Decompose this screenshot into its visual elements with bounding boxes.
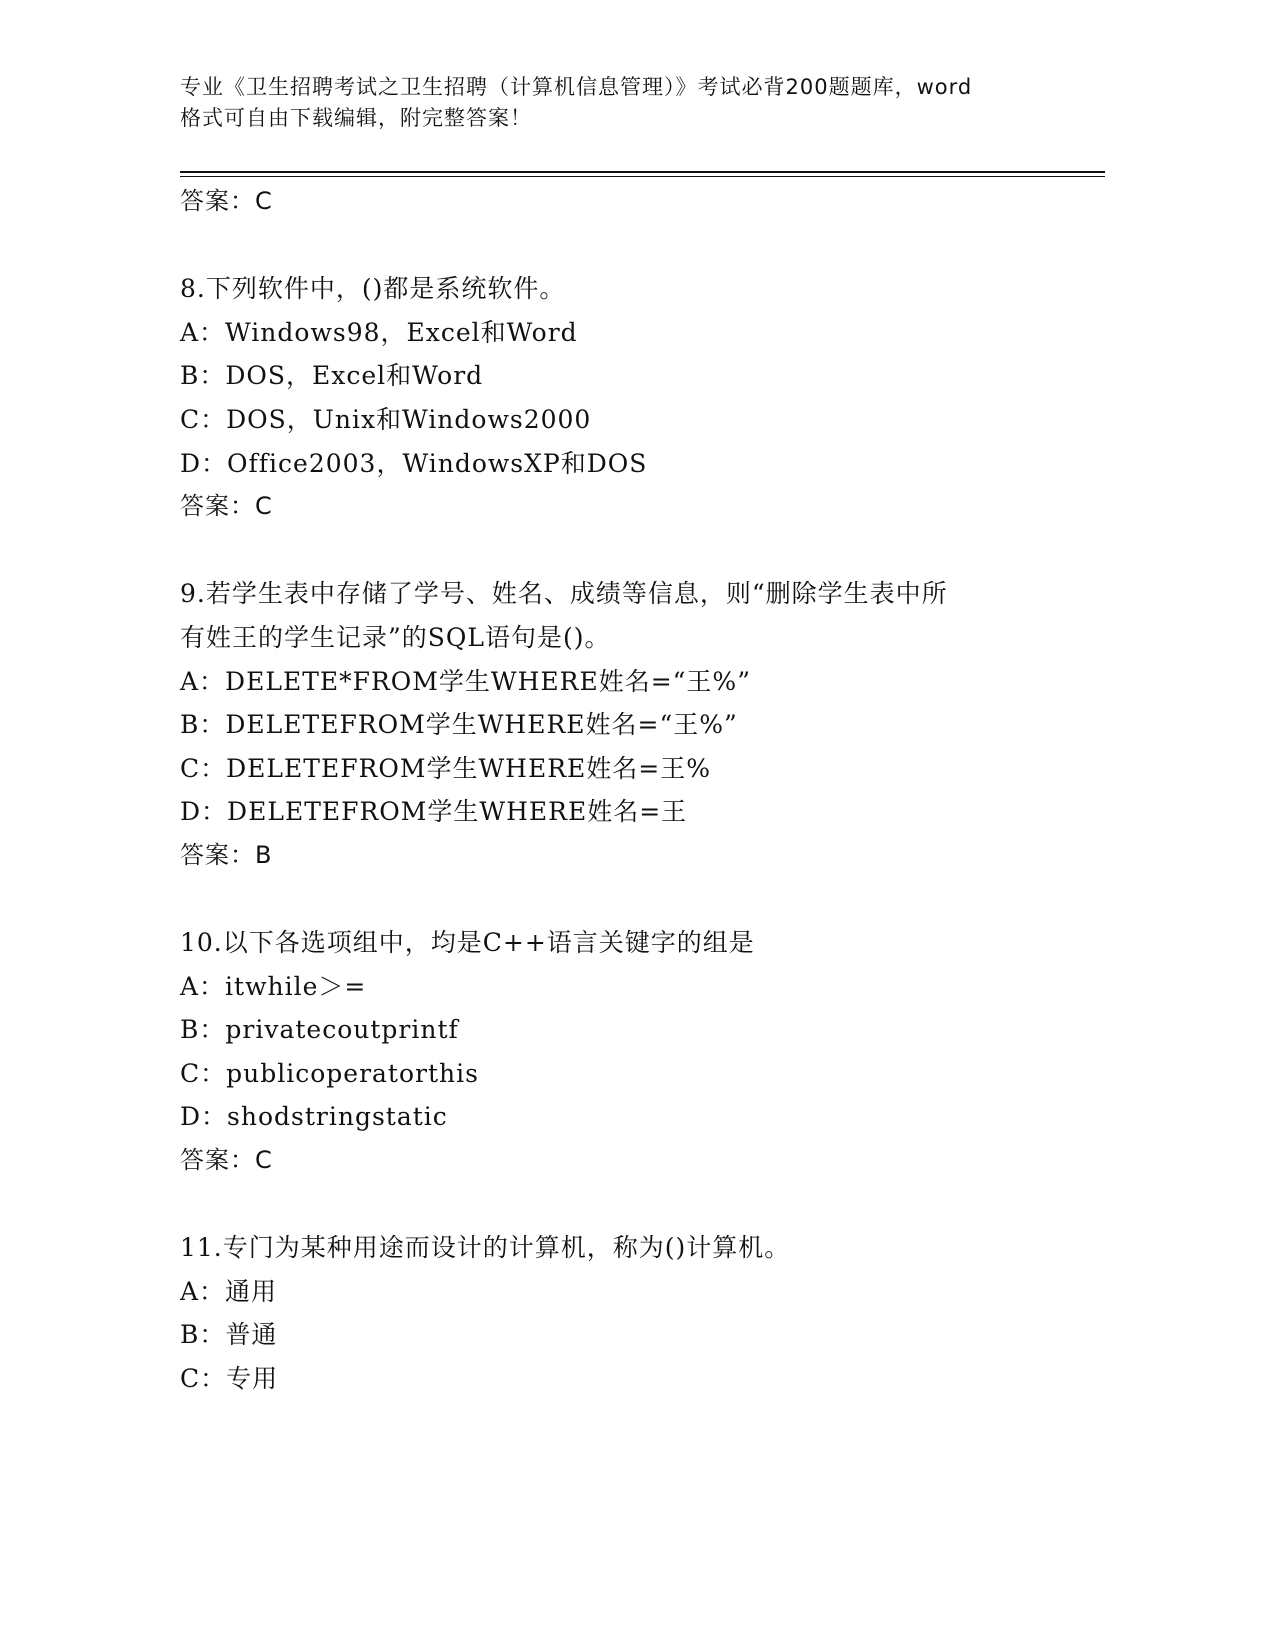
option-d: D：DELETEFROM学生WHERE姓名=王 <box>180 797 688 827</box>
option-a: A：通用 <box>180 1276 278 1306</box>
option-c: C：publicoperatorthis <box>180 1058 479 1088</box>
option-d: D：shodstringstatic <box>180 1102 448 1132</box>
question-11 <box>180 1226 948 1400</box>
option-a: A：itwhile＞= <box>180 971 367 1001</box>
question-stem: 11.专门为某种用途而设计的计算机，称为()计算机。 <box>180 1233 791 1263</box>
header-divider-thin <box>180 176 1105 177</box>
question-list <box>180 180 948 1401</box>
option-c: C：专用 <box>180 1364 279 1394</box>
question-stem: 9.若学生表中存储了学号、姓名、成绩等信息，则“删除学生表中所 <box>180 579 948 609</box>
answer-line: 答案：C <box>180 187 273 215</box>
option-b: B：普通 <box>180 1320 278 1350</box>
question-stem-continued: 有姓王的学生记录”的SQL语句是()。 <box>180 622 611 652</box>
question-10 <box>180 921 948 1183</box>
answer-line: 答案：C <box>180 492 273 521</box>
option-a: A：Windows98，Excel和Word <box>180 317 578 347</box>
option-b: B：privatecoutprintf <box>180 1015 459 1045</box>
option-b: B：DELETEFROM学生WHERE姓名=“王%” <box>180 710 738 740</box>
option-b: B：DOS，Excel和Word <box>180 361 484 391</box>
header-divider-thick <box>180 171 1105 173</box>
question-9 <box>180 572 948 877</box>
header-line-1: 专业《卫生招聘考试之卫生招聘（计算机信息管理）》考试必背200题题库，word <box>180 75 973 99</box>
option-d: D：Office2003，WindowsXP和DOS <box>180 448 648 478</box>
question-8 <box>180 267 948 529</box>
option-c: C：DOS，Unix和Windows2000 <box>180 404 592 434</box>
document-header <box>180 72 1060 134</box>
header-line-2: 格式可自由下载编辑，附完整答案！ <box>180 106 532 130</box>
option-c: C：DELETEFROM学生WHERE姓名=王% <box>180 753 711 783</box>
answer-line: 答案：B <box>180 840 273 869</box>
answer-line: 答案：C <box>180 1146 273 1175</box>
question-stem: 8.下列软件中，()都是系统软件。 <box>180 274 566 304</box>
question-stem: 10.以下各选项组中，均是C++语言关键字的组是 <box>180 928 755 958</box>
option-a: A：DELETE*FROM学生WHERE姓名=“王%” <box>180 666 751 696</box>
